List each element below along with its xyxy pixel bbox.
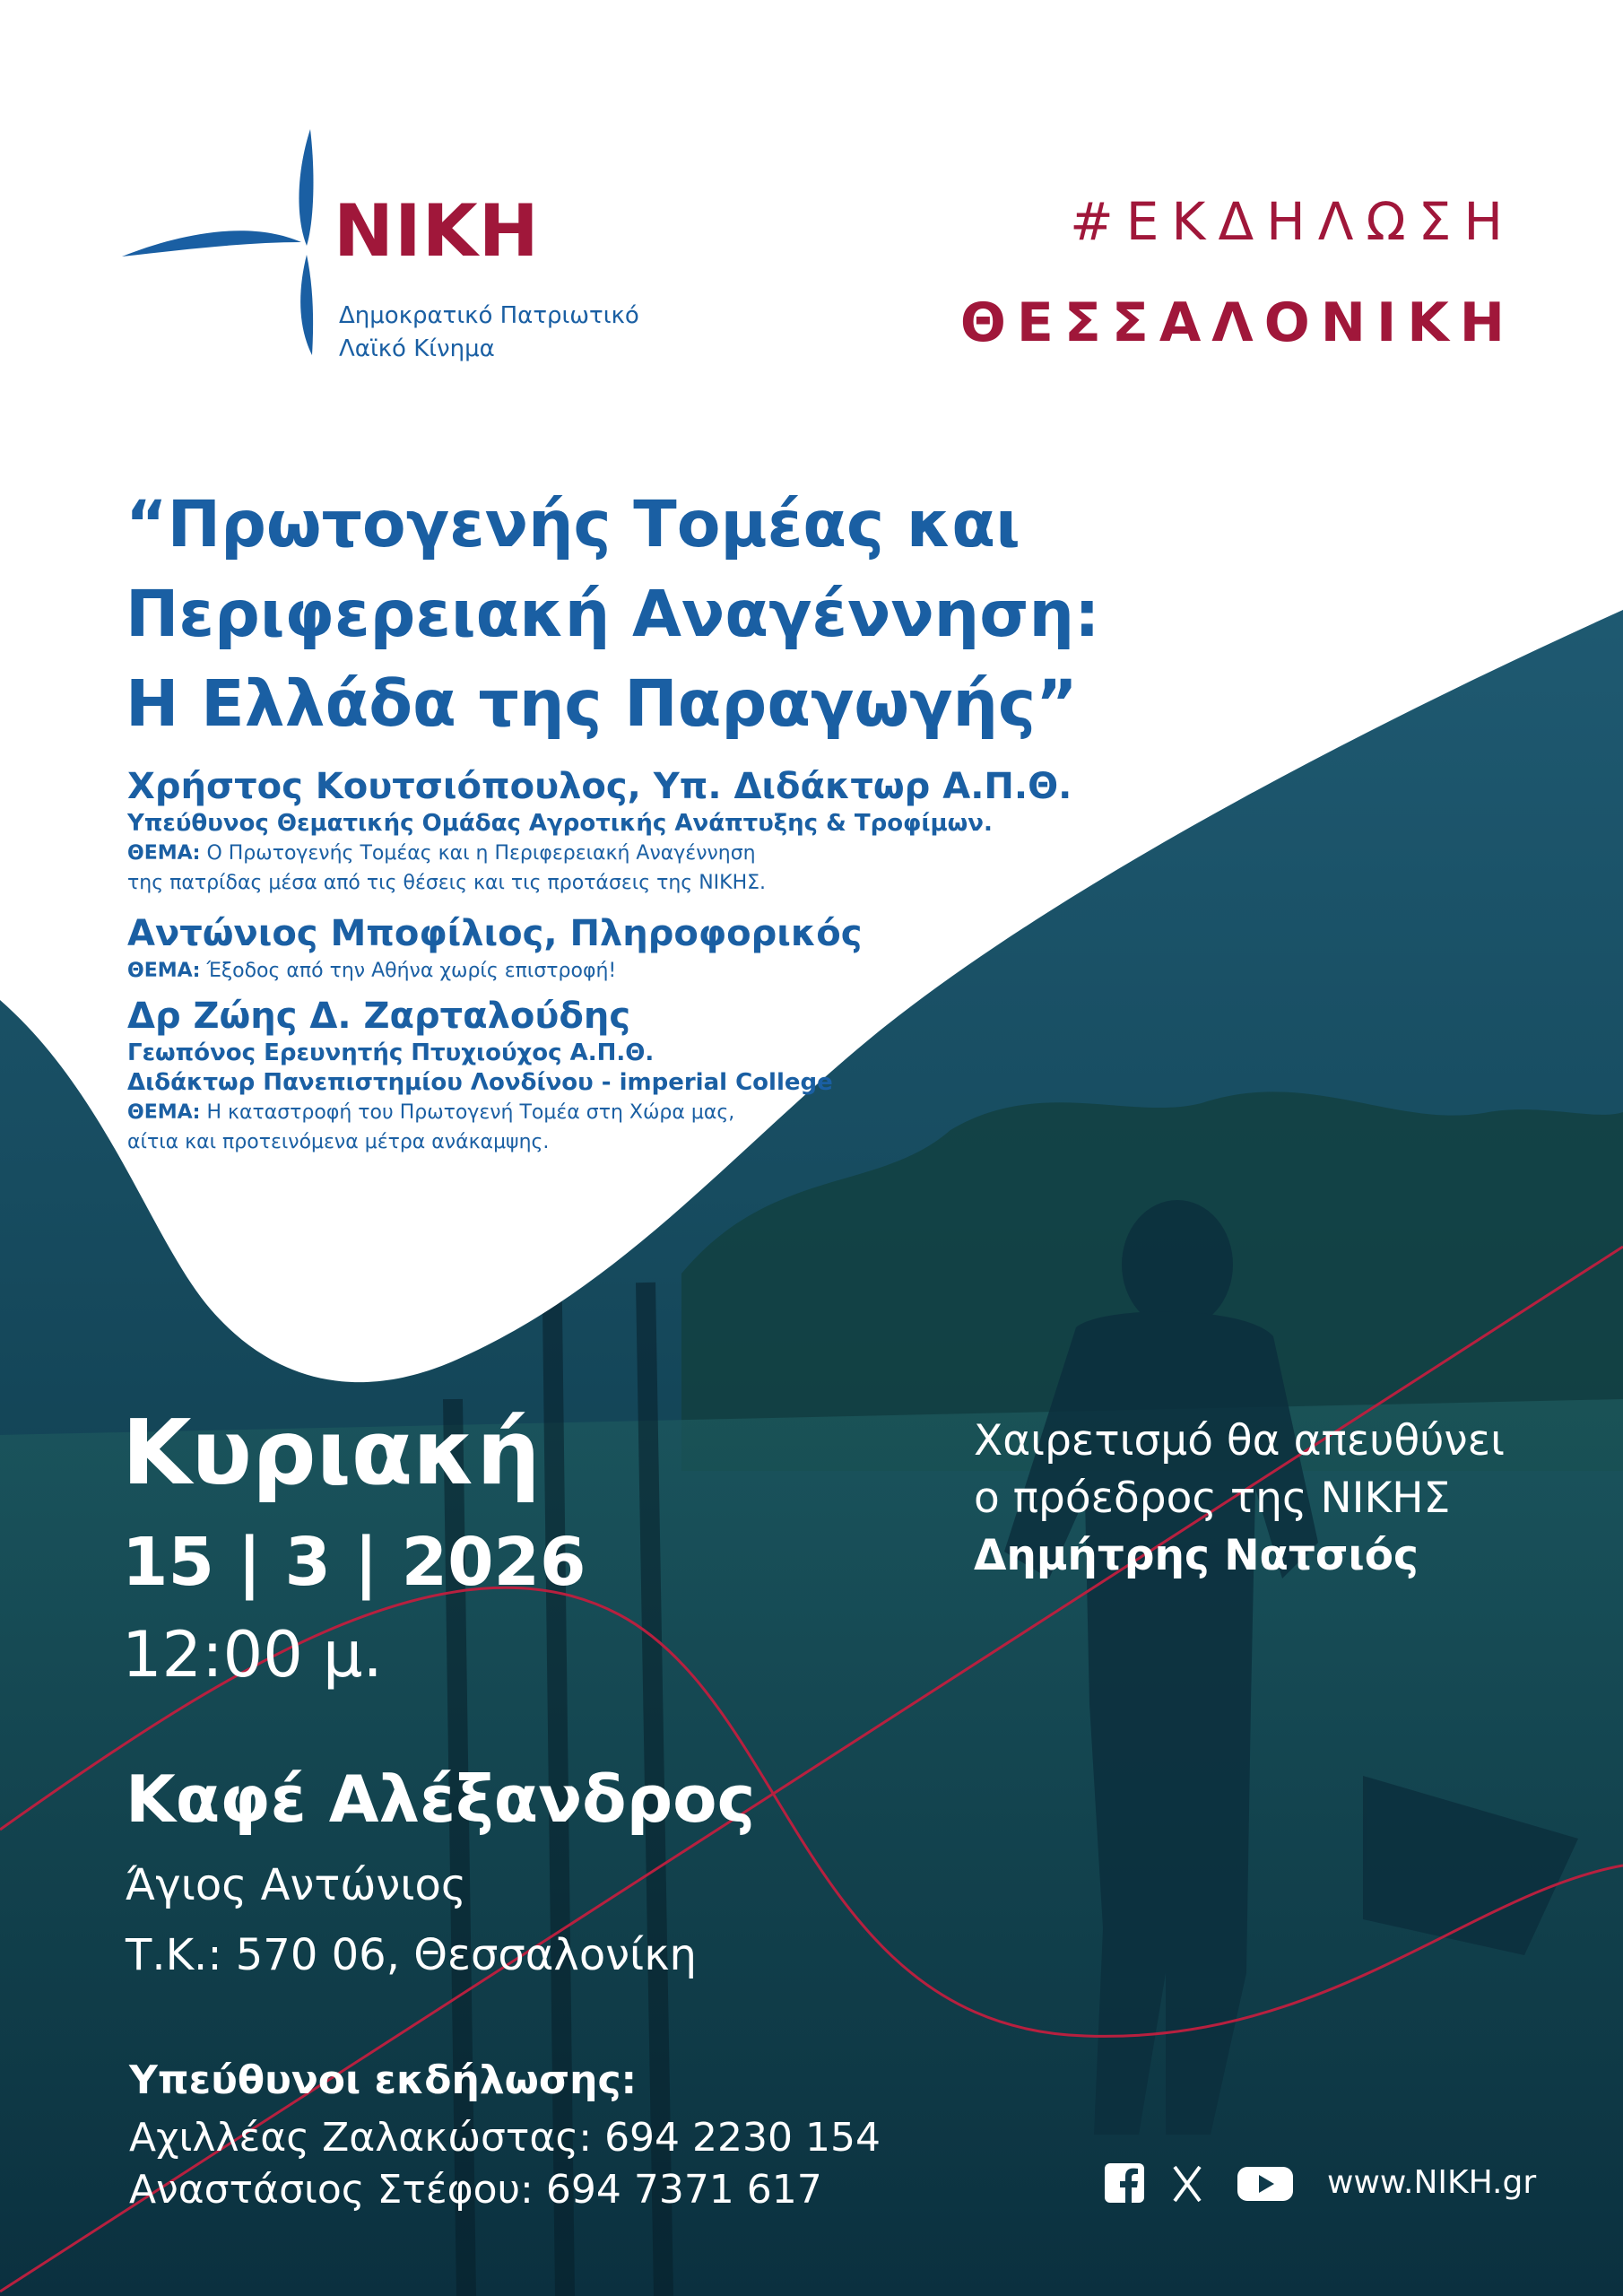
president-name: Δημήτρης Νατσιός xyxy=(974,1531,1419,1580)
theme-text: Ο Πρωτογενής Τομέας και η Περιφερειακή Αναγέννηση xyxy=(206,842,756,865)
speaker-theme xyxy=(127,839,1072,868)
theme-text: Έξοδος από την Αθήνα χωρίς επιστροφή! xyxy=(206,960,617,982)
theme-text: Η καταστροφή του Πρωτογενή Τομέα στη Χώρα μας, xyxy=(206,1101,735,1124)
speaker-name: Δρ Ζώης Δ. Ζαρταλούδης xyxy=(127,996,631,1037)
organizer-contact: Αχιλλέας Ζαλακώστας: 694 2230 154 xyxy=(129,2115,881,2161)
theme-text: της πατρίδας μέσα από τις θέσεις και τις προτάσεις της ΝΙΚΗΣ. xyxy=(127,872,767,894)
venue-postal: Τ.Κ.: 570 06, Θεσσαλονίκη xyxy=(126,1930,697,1980)
speaker-role: Διδάκτωρ Πανεπιστημίου Λονδίνου - imperial College xyxy=(127,1069,833,1096)
x-icon[interactable] xyxy=(1175,2167,1200,2201)
greeting-block xyxy=(974,1413,1584,1585)
website-link[interactable]: www.NIKH.gr xyxy=(1327,2164,1537,2201)
event-time: 12:00 μ. xyxy=(122,1618,383,1692)
speaker-role: Υπεύθυνος Θεματικής Ομάδας Αγροτικής Ανάπτυξης & Τροφίμων. xyxy=(127,810,993,837)
title-line: Η Ελλάδα της Παραγωγής” xyxy=(126,666,1078,741)
event-hashtag: #ΕΚΔΗΛΩΣΗ xyxy=(1070,191,1515,252)
speaker-name: Αντώνιος Μποφίλιος, Πληροφορικός xyxy=(127,913,863,954)
greeting-line: Χαιρετισμό θα απευθύνει xyxy=(974,1416,1505,1465)
title-line: Περιφερειακή Αναγέννηση: xyxy=(126,577,1100,651)
theme-text: αίτια και προτεινόμενα μέτρα ανάκαμψης. xyxy=(127,1131,550,1153)
brand-subtitle: Δημοκρατικό Πατριωτικό Λαϊκό Κίνημα xyxy=(339,302,639,362)
event-city: ΘΕΣΣΑΛΟΝΙΚΗ xyxy=(959,291,1515,354)
organizer-contact: Αναστάσιος Στέφου: 694 7371 617 xyxy=(129,2167,822,2213)
nikh-logo-icon xyxy=(122,129,337,362)
brand-name: ΝΙΚΗ xyxy=(334,189,540,273)
theme-label: ΘΕΜΑ: xyxy=(127,960,201,982)
title-line: “Πρωτογενής Τομέας και xyxy=(126,487,1020,561)
speaker-role: Γεωπόνος Ερευνητής Πτυχιούχος Α.Π.Θ. xyxy=(127,1039,655,1066)
speaker-3 xyxy=(127,994,833,1157)
venue-name: Καφέ Αλέξανδρος xyxy=(126,1761,756,1837)
youtube-icon[interactable] xyxy=(1237,2167,1293,2201)
speaker-2 xyxy=(127,911,862,986)
event-day: Κυριακή xyxy=(122,1400,541,1505)
event-title xyxy=(126,480,1202,749)
speaker-theme xyxy=(127,956,862,986)
event-date: 15 | 3 | 2026 xyxy=(122,1524,586,1601)
social-icons xyxy=(1105,2161,1311,2208)
venue-area: Άγιος Αντώνιος xyxy=(126,1860,467,1910)
greeting-line: ο πρόεδρος της ΝΙΚΗΣ xyxy=(974,1474,1451,1523)
speaker-name: Χρήστος Κουτσιόπουλος, Υπ. Διδάκτωρ Α.Π.Θ. xyxy=(127,766,1072,807)
speaker-theme xyxy=(127,1098,833,1127)
theme-label: ΘΕΜΑ: xyxy=(127,842,201,865)
organizers-title: Υπεύθυνοι εκδήλωσης: xyxy=(129,2057,638,2103)
speaker-1 xyxy=(127,764,1072,898)
facebook-icon[interactable] xyxy=(1105,2163,1144,2203)
theme-label: ΘΕΜΑ: xyxy=(127,1101,201,1124)
